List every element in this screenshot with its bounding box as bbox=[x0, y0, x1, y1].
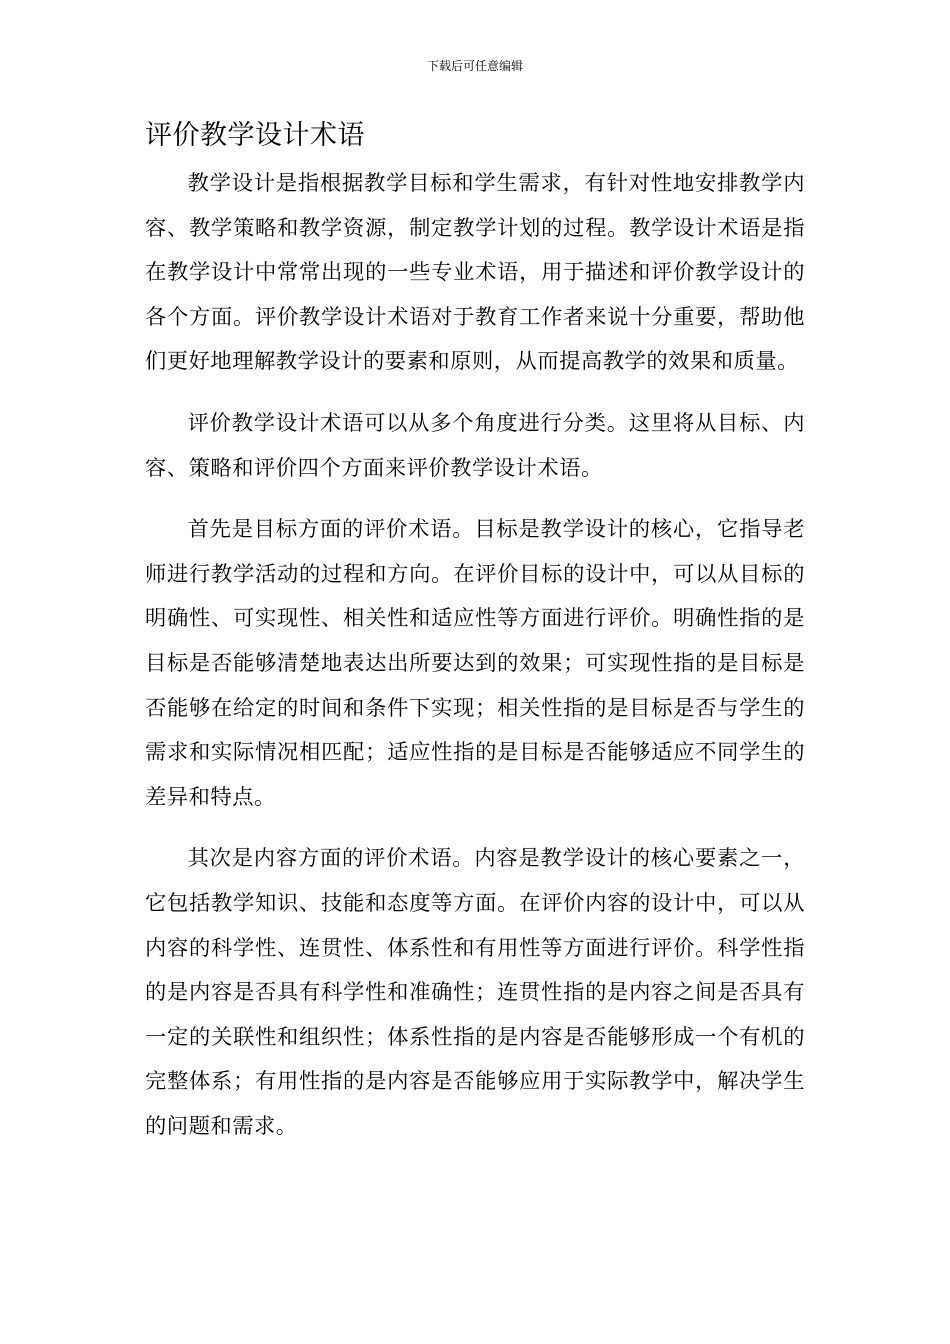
document-body bbox=[145, 162, 805, 1166]
paragraph-intro: 教学设计是指根据教学目标和学生需求，有针对性地安排教学内容、教学策略和教学资源，制定教学计划的过程。教学设计术语是指在教学设计中常常出现的一些专业术语，用于描述和评价教学设计的各个方面。评价教学设计术语对于教育工作者来说十分重要，帮助他们更好地理解教学设计的要素和原则，从而提高教学的效果和质量。 bbox=[145, 171, 805, 375]
paragraph-content: 其次是内容方面的评价术语。内容是教学设计的核心要素之一，它包括教学知识、技能和态度等方面。在评价内容的设计中，可以从内容的科学性、连贯性、体系性和有用性等方面进行评价。科学性指的是内容是否具有科学性和准确性；连贯性指的是内容之间是否具有一定的关联性和组织性；体系性指的是内容是否能够形成一个有机的完整体系；有用性指的是内容是否能够应用于实际教学中，解决学生的问题和需求。 bbox=[145, 846, 805, 1139]
header-note: 下载后可任意编辑 bbox=[426, 59, 523, 73]
paragraph-objectives: 首先是目标方面的评价术语。目标是教学设计的核心，它指导老师进行教学活动的过程和方向。在评价目标的设计中，可以从目标的明确性、可实现性、相关性和适应性等方面进行评价。明确性指的是目标是否能够清楚地表达出所要达到的效果；可实现性指的是目标是否能够在给定的时间和条件下实现；相关性指的是目标是否与学生的需求和实际情况相匹配；适应性指的是目标是否能够适应不同学生的差异和特点。 bbox=[145, 517, 805, 810]
document-title: 评价教学设计术语 bbox=[145, 120, 365, 151]
paragraph-classification: 评价教学设计术语可以从多个角度进行分类。这里将从目标、内容、策略和评价四个方面来评价教学设计术语。 bbox=[145, 410, 805, 481]
